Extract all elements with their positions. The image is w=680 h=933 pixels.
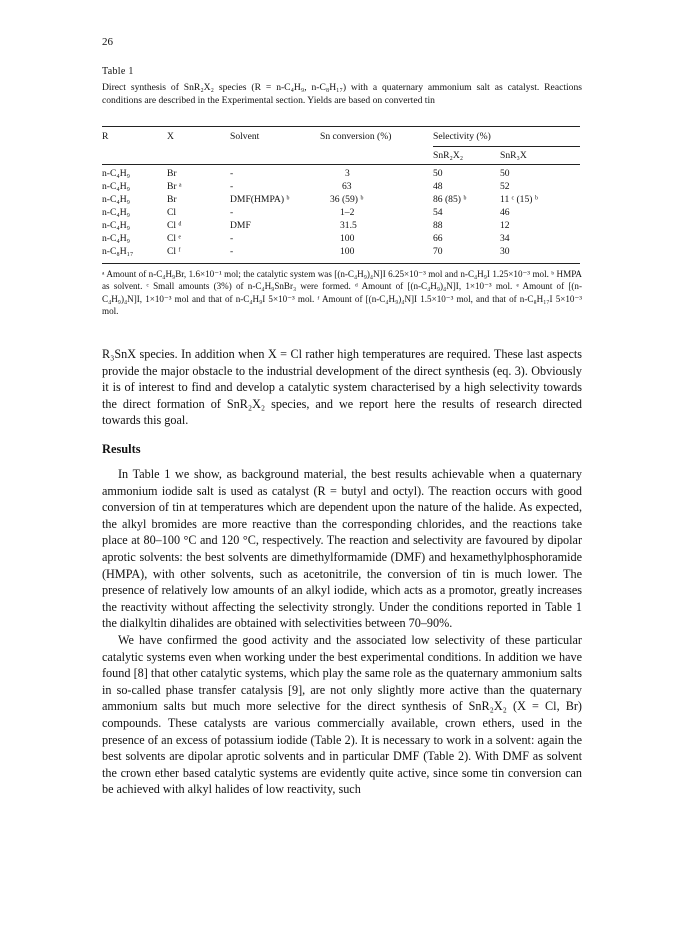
cell-solvent: -	[230, 207, 234, 218]
cell-x: Cl ᵈ	[167, 220, 182, 231]
page-number: 26	[102, 36, 113, 48]
table-top-rule	[102, 126, 580, 127]
cell-snr2x2: 70	[433, 246, 443, 257]
cell-snr2x2: 50	[433, 168, 443, 179]
cell-solvent: -	[230, 168, 234, 179]
cell-snr3x: 52	[500, 181, 510, 192]
cell-conversion: 63	[342, 181, 352, 192]
cell-r: n-C₄H₉	[102, 207, 131, 218]
cell-snr2x2: 66	[433, 233, 443, 244]
cell-solvent: -	[230, 246, 234, 257]
cell-solvent: DMF(HMPA) ᵇ	[230, 194, 290, 205]
cell-x: Br ᵃ	[167, 181, 182, 192]
table-header-rule	[102, 164, 580, 165]
cell-solvent: -	[230, 181, 234, 192]
cell-x: Cl ᵉ	[167, 233, 181, 244]
cell-x: Br	[167, 168, 177, 179]
cell-snr2x2: 54	[433, 207, 443, 218]
header-solvent: Solvent	[230, 131, 260, 142]
intro-paragraph-text: R₃SnX species. In addition when X = Cl rather high temperatures are required. These last aspects provide the major obstacle to the industrial development of the direct synthesis (eq. 3). Obviously it is of interest to find and develop a catalytic system characterised by a high selectivity towards the direct formation of SnR₂X₂ species, and we report here the results of research directed towards this goal.	[102, 347, 582, 428]
cell-snr3x: 30	[500, 246, 510, 257]
cell-snr3x: 46	[500, 207, 510, 218]
header-selectivity: Selectivity (%)	[433, 131, 491, 142]
body-paragraphs	[102, 466, 582, 798]
table-bottom-rule	[102, 263, 580, 264]
cell-conversion: 1–2	[340, 207, 355, 218]
cell-solvent: DMF	[230, 220, 251, 231]
header-snr3x: SnR₃X	[500, 150, 527, 161]
cell-r: n-C₈H₁₇	[102, 246, 134, 257]
table-caption: Direct synthesis of SnR₂X₂ species (R = n-C₄H₉, n-C₈H₁₇) with a quaternary ammonium salt as catalyst. Reactions conditions are described in the Experimental section. Yields are based on converted tin	[102, 82, 582, 106]
paragraph-2: We have confirmed the good activity and the associated low selectivity of these particular catalytic systems even when working under the best experimental conditions. In addition we have found [8] that other catalytic systems, which play the same role as the quaternary ammonium salts in so-called phase transfer catalysis [9], are not only slightly more active than the quaternary ammonium salts but much more selective for the direct synthesis of SnR₂X₂ (X = Cl, Br) compounds. These catalysts are various commercially available, crown ethers, used in the presence of an excess of potassium iodide (Table 2). It is necessary to work in a solvent: again the best solvents are dipolar aprotic solvents and in particular DMF (Table 2). With DMF as solvent the crown ether based catalytic systems are evidently quite active, since some tin conversion can be achieved with alkyl halides of low reactivity, such	[102, 632, 582, 797]
cell-conversion: 31.5	[340, 220, 357, 231]
paragraph-1: In Table 1 we show, as background material, the best results achievable when a quaternary ammonium iodide salt is used as catalyst (R = butyl and octyl). The reaction occurs with good conversion of tin at temperatures which are dependent upon the nature of the halide. As expected, the alkyl bromides are more reactive than the corresponding chlorides, and the reactions take place at 80–100 °C and 120 °C, respectively. The reaction and selectivity are favoured by dipolar aprotic solvents: the best solvents are dimethylformamide (DMF) and hexamethylphosphoramide (HMPA), with other solvents, such as acetonitrile, the conversion of tin is much lower. The presence of relatively low amounts of an alkyl iodide, which acts as a promotor, greatly increases the reactivity without affecting the selectivity strongly. Under the conditions reported in Table 1 the dialkyltin dihalides are obtained with selectivities between 70–90%.	[102, 467, 582, 631]
cell-solvent: -	[230, 233, 234, 244]
table-footnote: ᵃ Amount of n-C₄H₉Br, 1.6×10⁻¹ mol; the catalytic system was [(n-C₄H₉)₄N]I 6.25×10⁻³ mol and n-C₄H₉I 1.25×10⁻³ mol. ᵇ HMPA as solvent. ᶜ Small amounts (3%) of n-C₄H₉SnBr₃ were formed. ᵈ Amount of [(n-C₄H₉)₄N]I, 1×10⁻³ mol. ᵉ Amount of [(n-C₄H₉)₄N]I, 1×10⁻³ mol and that of n-C₄H₉I 5×10⁻³ mol. ᶠ Amount of [(n-C₄H₉)₄N]I 1.5×10⁻³ mol, and that of n-C₈H₁₇I 5×10⁻³ mol.	[102, 269, 582, 316]
cell-conversion: 100	[340, 233, 355, 244]
table-selectivity-rule	[433, 146, 580, 147]
cell-x: Br	[167, 194, 177, 205]
cell-conversion: 3	[345, 168, 350, 179]
cell-snr2x2: 48	[433, 181, 443, 192]
header-sn-conversion: Sn conversion (%)	[320, 131, 392, 142]
header-x: X	[167, 131, 174, 142]
cell-snr3x: 50	[500, 168, 510, 179]
intro-paragraph	[102, 346, 582, 429]
header-snr2x2: SnR₂X₂	[433, 150, 464, 161]
cell-conversion: 36 (59) ᵇ	[330, 194, 364, 205]
cell-snr2x2: 86 (85) ᵇ	[433, 194, 467, 205]
cell-snr3x: 34	[500, 233, 510, 244]
cell-snr3x: 12	[500, 220, 510, 231]
cell-r: n-C₄H₉	[102, 168, 131, 179]
cell-r: n-C₄H₉	[102, 233, 131, 244]
cell-conversion: 100	[340, 246, 355, 257]
cell-r: n-C₄H₉	[102, 220, 131, 231]
cell-x: Cl	[167, 207, 177, 218]
cell-x: Cl ᶠ	[167, 246, 181, 257]
cell-r: n-C₄H₉	[102, 194, 131, 205]
cell-snr2x2: 88	[433, 220, 443, 231]
cell-r: n-C₄H₉	[102, 181, 131, 192]
table-title: Table 1	[102, 66, 134, 77]
cell-snr3x: 11 ᶜ (15) ᵇ	[500, 194, 538, 205]
header-r: R	[102, 131, 109, 142]
section-heading: Results	[102, 442, 141, 456]
